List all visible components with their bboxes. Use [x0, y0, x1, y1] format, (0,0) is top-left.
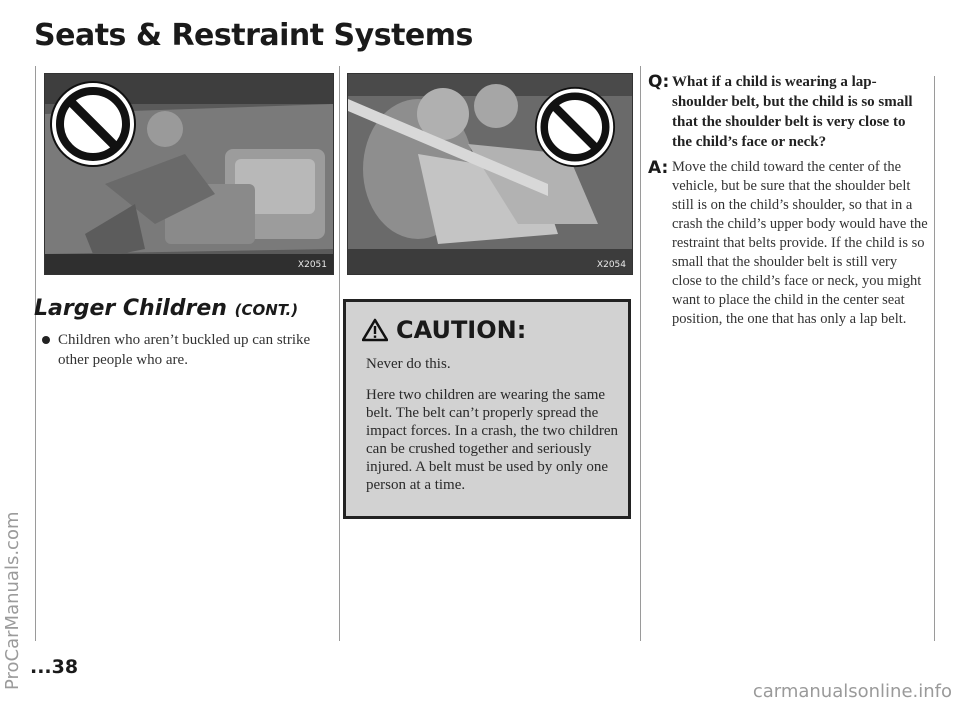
column-rule-left	[35, 66, 36, 641]
answer-text: Move the child toward the center of the vehicle, but be sure that the shoulder belt still is on the child’s shoulder, so that in a crash the child’s upper body would have the restraint that belts provide. If the child is so small that the shoulder belt is still very close to the child’s face or neck, you might want to place the child in the center seat position, the one that has only a lap belt.	[672, 159, 928, 327]
warning-triangle-icon	[362, 318, 388, 342]
column-rule-right	[640, 66, 641, 641]
column-rule-far-right	[934, 76, 935, 641]
page-number: ...38	[30, 656, 79, 678]
page-title: Seats & Restraint Systems	[34, 18, 473, 53]
section-heading-suffix: (CONT.)	[234, 301, 299, 319]
prohibited-icon	[49, 80, 137, 168]
question-block	[648, 72, 928, 152]
question-label: Q:	[648, 72, 670, 92]
section-heading-text: Larger Children	[34, 296, 227, 321]
photo-unbelted-child	[44, 73, 334, 275]
bullet-text: Children who aren’t buckled up can strike other people who are.	[58, 332, 311, 368]
photo-code: X2051	[297, 260, 327, 270]
answer-label: A:	[648, 158, 669, 178]
footer-watermark: carmanualsonline.info	[752, 681, 952, 702]
answer-block	[648, 158, 928, 329]
caution-title	[362, 316, 526, 344]
prohibited-icon	[534, 86, 616, 168]
caution-body: Here two children are wearing the same belt. The belt can’t properly spread the impact forces. In a crash, the two children can be crushed together and seriously injured. A belt must be used by only one person at a time.	[366, 387, 618, 493]
caution-box	[343, 299, 631, 519]
side-watermark: ProCarManuals.com	[2, 511, 23, 690]
question-text: What if a child is wearing a lap-shoulder belt, but the child is so small that the shoulder belt is very close to the child’s face or neck?	[672, 74, 913, 150]
bullet-item	[42, 330, 332, 370]
column-rule-middle	[339, 66, 340, 641]
section-heading	[34, 296, 298, 321]
caution-lead: Never do this.	[366, 356, 451, 372]
photo-code: X2054	[596, 260, 626, 270]
photo-two-children-one-belt	[347, 73, 633, 275]
bullet-dot-icon	[42, 336, 50, 344]
caution-title-text: CAUTION:	[396, 316, 527, 344]
